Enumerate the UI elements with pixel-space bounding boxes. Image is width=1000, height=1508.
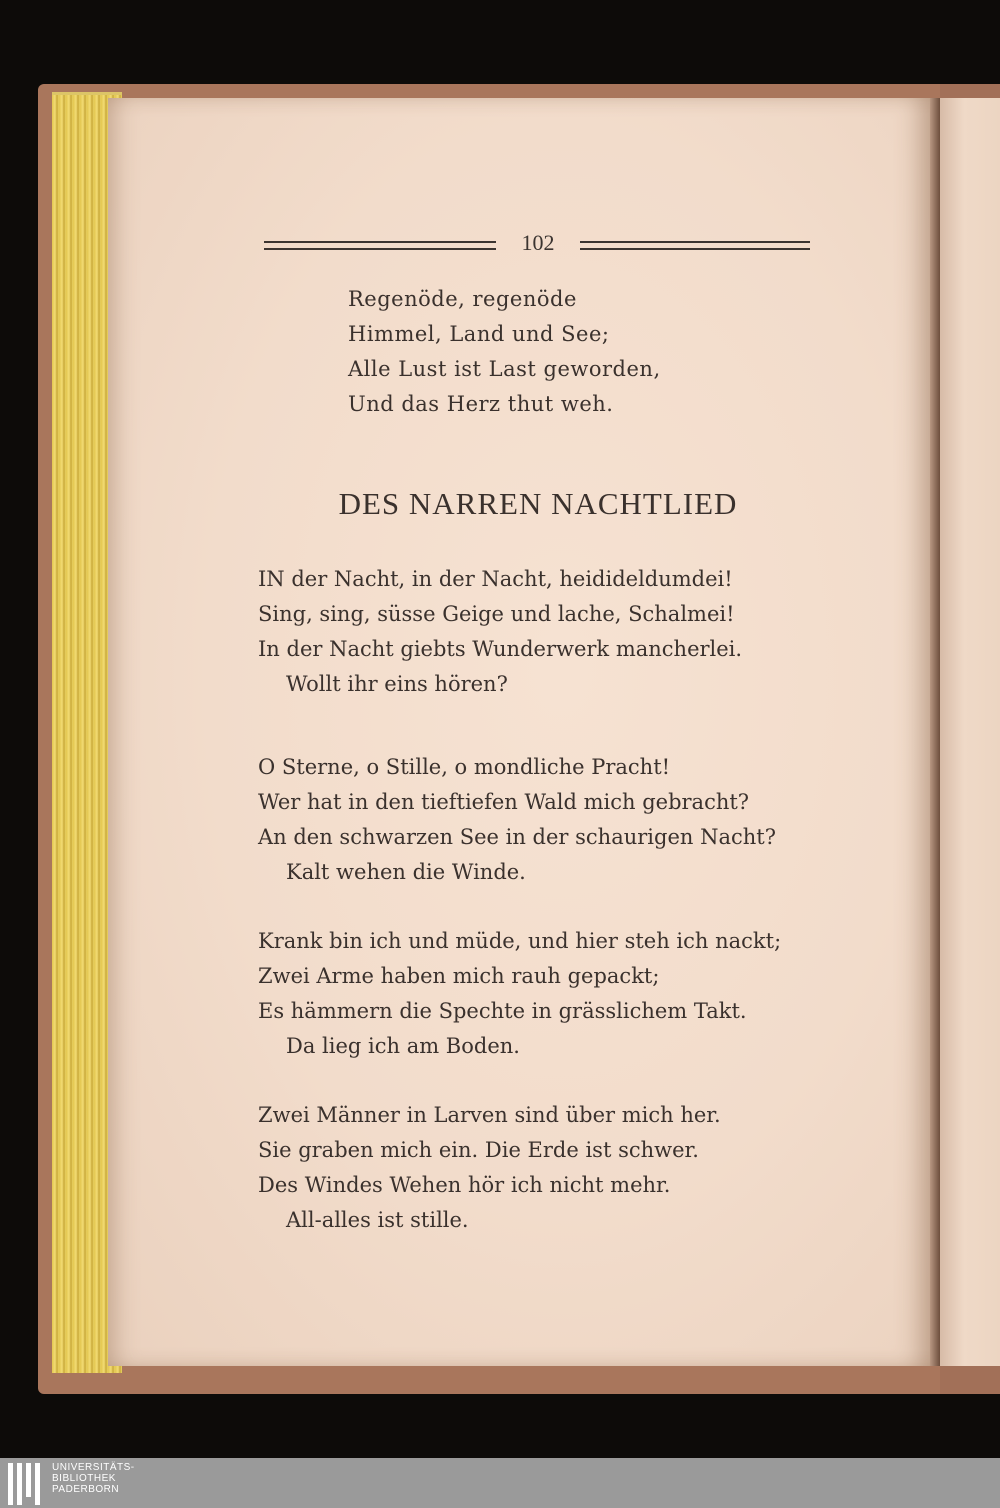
facing-page xyxy=(940,98,1000,1366)
verse-line: Des Windes Wehen hör ich nicht mehr. xyxy=(258,1173,671,1197)
stanza-1 xyxy=(258,562,742,702)
intro-stanza xyxy=(348,282,661,422)
stanza-3 xyxy=(258,924,781,1064)
stanza-2 xyxy=(258,750,776,890)
book-gutter xyxy=(930,98,940,1366)
poem-title: DES NARREN NACHTLIED xyxy=(338,486,738,521)
header-rule-left xyxy=(264,241,496,250)
verse-line: An den schwarzen See in der schaurigen Nacht? xyxy=(258,825,776,849)
library-name-line: BIBLIOTHEK xyxy=(52,1473,116,1484)
verse-line: Zwei Arme haben mich rauh gepackt; xyxy=(258,964,660,988)
verse-line: In der Nacht giebts Wunderwerk mancherlei. xyxy=(258,637,743,661)
refrain-line: All-alles ist stille. xyxy=(286,1208,469,1232)
refrain-line: Kalt wehen die Winde. xyxy=(286,860,526,884)
page-number: 102 xyxy=(521,230,555,255)
verse-line: IN der Nacht, in der Nacht, heidideldumdei! xyxy=(258,567,733,591)
verse-line: Sie graben mich ein. Die Erde ist schwer. xyxy=(258,1138,699,1162)
verse-line: Krank bin ich und müde, und hier steh ich nackt; xyxy=(258,929,782,953)
verse-line: Wer hat in den tieftiefen Wald mich gebracht? xyxy=(258,790,750,814)
verse-line: Zwei Männer in Larven sind über mich her. xyxy=(258,1103,721,1127)
refrain-line: Wollt ihr eins hören? xyxy=(286,672,508,696)
verse-line: Und das Herz thut weh. xyxy=(348,392,614,416)
library-footer xyxy=(0,1458,1000,1508)
library-name-line: UNIVERSITÄTS- xyxy=(52,1462,135,1473)
verse-line: Regenöde, regenöde xyxy=(348,287,577,311)
stanza-4 xyxy=(258,1098,721,1238)
verse-line: Alle Lust ist Last geworden, xyxy=(348,357,661,381)
verse-line: Himmel, Land und See; xyxy=(348,322,610,346)
header-rule-right xyxy=(580,241,810,250)
library-name-line: PADERBORN xyxy=(52,1484,120,1495)
verse-line: Sing, sing, süsse Geige und lache, Schalmei! xyxy=(258,602,735,626)
library-logo-icon xyxy=(8,1463,48,1505)
refrain-line: Da lieg ich am Boden. xyxy=(286,1034,520,1058)
library-name xyxy=(52,1462,135,1495)
page-header xyxy=(264,232,810,256)
verse-line: O Sterne, o Stille, o mondliche Pracht! xyxy=(258,755,671,779)
verse-line: Es hämmern die Spechte in grässlichem Takt. xyxy=(258,999,747,1023)
